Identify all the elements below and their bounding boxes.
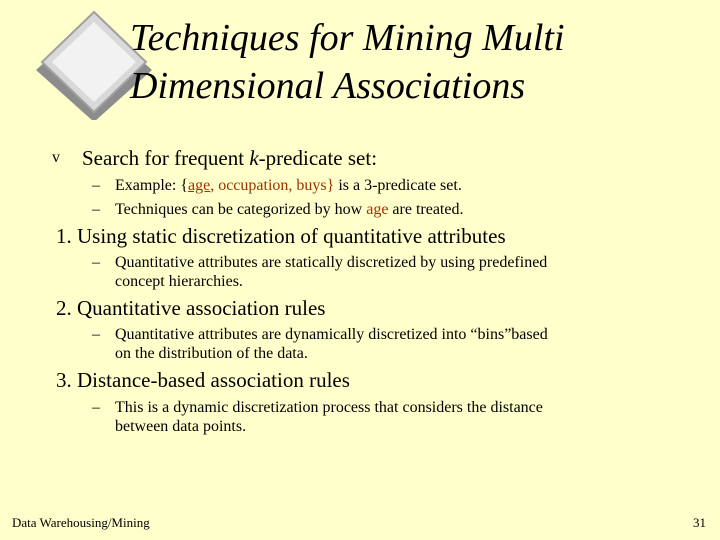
section-1-line-2: concept hierarchies.	[115, 273, 243, 290]
dash-marker: –	[92, 254, 100, 271]
dash-marker: –	[92, 177, 100, 194]
section-3-line-1: This is a dynamic discretization process that considers the distance	[115, 399, 543, 416]
slide-number: 31	[693, 515, 706, 530]
dash-marker: –	[92, 326, 100, 343]
bullet-icon: v	[52, 149, 60, 166]
text-run: age	[366, 201, 389, 218]
bullet-text-k: k	[249, 146, 259, 170]
text-run: are treated.	[388, 201, 464, 218]
text-run: age	[188, 177, 211, 194]
bullet-text-pre: Search for frequent	[82, 146, 250, 170]
text-run: is a 3-predicate set.	[334, 177, 462, 194]
sub-bullet-techniques	[115, 200, 463, 219]
section-heading-1: 1. Using static discretization of quantitative attributes	[56, 224, 506, 248]
text-run: , occupation, buys}	[210, 177, 335, 194]
section-2-line-2: on the distribution of the data.	[115, 345, 308, 362]
section-1-line-1: Quantitative attributes are statically discretized by using predefined	[115, 254, 548, 271]
section-heading-3: 3. Distance-based association rules	[56, 368, 350, 392]
title-line-1: Techniques for Mining Multi	[130, 17, 565, 59]
section-heading-2: 2. Quantitative association rules	[56, 296, 326, 320]
sub-bullet-example	[115, 176, 462, 195]
text-run: Techniques can be categorized by how	[115, 201, 367, 218]
section-3-line-2: between data points.	[115, 418, 247, 435]
footer-course: Data Warehousing/Mining	[12, 515, 150, 530]
dash-marker: –	[92, 201, 100, 218]
bullet-search-predicate	[82, 146, 377, 171]
bullet-text-post: -predicate set:	[258, 146, 378, 170]
section-2-line-1: Quantitative attributes are dynamically discretized into “bins”based	[115, 326, 548, 343]
text-run: Example: {	[115, 177, 188, 194]
dash-marker: –	[92, 399, 100, 416]
title-line-2: Dimensional Associations	[130, 65, 526, 107]
slide-title	[130, 14, 690, 110]
